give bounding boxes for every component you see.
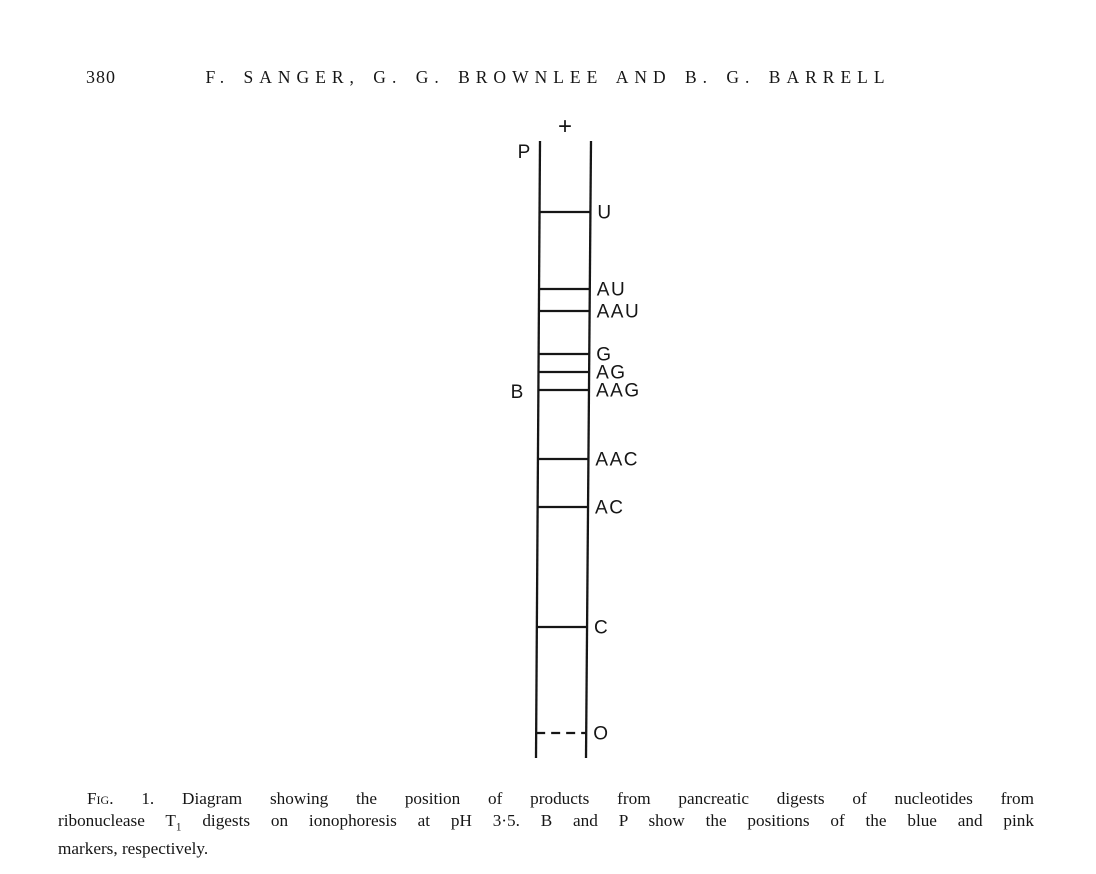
page-number: 380	[86, 67, 116, 87]
band-label-o: O	[593, 723, 610, 745]
figure-number-label: Fig. 1.	[87, 789, 155, 808]
band-label-aac: AAC	[595, 449, 640, 471]
caption-line-1-text: Diagram showing the position of products from pancreatic digests of nucleotides from	[154, 789, 1034, 808]
band-label-ag: AG	[596, 362, 627, 384]
figure-caption	[58, 788, 1034, 860]
ribonuclease-t1-subscript: 1	[175, 821, 182, 834]
anode-plus-sign: +	[557, 113, 573, 140]
pink-marker-label: P	[517, 142, 531, 163]
strip-right-line	[586, 141, 591, 758]
band-label-au: AU	[596, 279, 627, 301]
running-title: F. SANGER, G. G. BROWNLEE AND B. G. BARRELL	[205, 67, 891, 87]
caption-line-1	[58, 788, 1034, 810]
band-label-ac: AC	[595, 497, 625, 519]
band-label-c: C	[594, 617, 610, 639]
band-label-aag: AAG	[595, 380, 641, 402]
band-label-g: G	[596, 344, 613, 366]
band-label-aau: AAU	[596, 301, 641, 323]
band-label-u: U	[597, 202, 613, 224]
caption-line-2-text-a: ribonuclease T	[58, 811, 176, 830]
strip-left-line	[536, 141, 540, 758]
caption-line-2-text-b: digests on ionophoresis at pH 3·5. B and P show the positions of the blue and pink	[181, 811, 1034, 830]
caption-line-2	[58, 810, 1034, 838]
caption-line-3: markers, respectively.	[58, 839, 209, 859]
blue-marker-label: B	[510, 382, 524, 403]
